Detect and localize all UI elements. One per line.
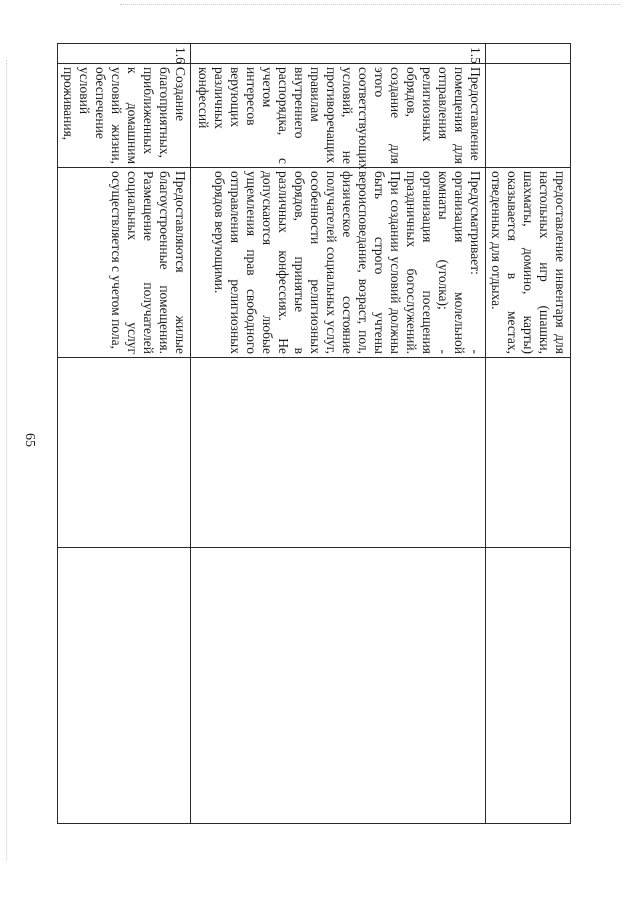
table-row <box>191 44 486 824</box>
scan-margin-marks <box>6 60 8 860</box>
empty-cell <box>486 358 571 548</box>
service-description-cell: предоставление инвентаря для настольных игр (шашки, шахматы, домино, карты) оказывается в местах, отведенных для отдыха. <box>486 168 571 358</box>
service-description-cell: Предоставляются жилые благоустроенные помещения. Размещение получателей социальных услуг осуществляется с учетом пола, <box>58 168 191 358</box>
row-number: 1.5 <box>191 44 486 64</box>
empty-cell <box>191 548 486 824</box>
service-name-cell <box>486 64 571 168</box>
scan-artifact-line <box>120 4 620 6</box>
empty-cell <box>58 548 191 824</box>
row-number <box>486 44 571 64</box>
empty-cell <box>191 358 486 548</box>
page-number: 65 <box>22 433 37 447</box>
service-name-cell: Создание благоприятных, приближенных к домашним условий жизни, обеспечение условий проживания, <box>58 64 191 168</box>
service-name-cell: Предоставление помещения для отправления религиозных обрядов, создание для этого соответствующих условий, не противоречащих правилам внутреннего распорядка, с учетом интересов верующих различных конфессий <box>191 64 486 168</box>
empty-cell <box>486 548 571 824</box>
empty-cell <box>58 358 191 548</box>
table-row <box>486 44 571 824</box>
service-description-cell: Предусматривает: - организация молельной комнаты (уголка); - организация посещения праздничных богослужений. При создании условий должны быть строго учтены вероисповедание, возраст, пол, физическое состояние получателей социальных услуг, особенности религиозных обрядов, принятые в различных конфессиях. Не допускаются любые ущемления прав свободного отправления религиозных обрядов верующими. <box>191 168 486 358</box>
rotated-table-page <box>61 43 571 823</box>
row-number: 1.6 <box>58 44 191 64</box>
services-table <box>57 43 571 824</box>
table-row <box>58 44 191 824</box>
